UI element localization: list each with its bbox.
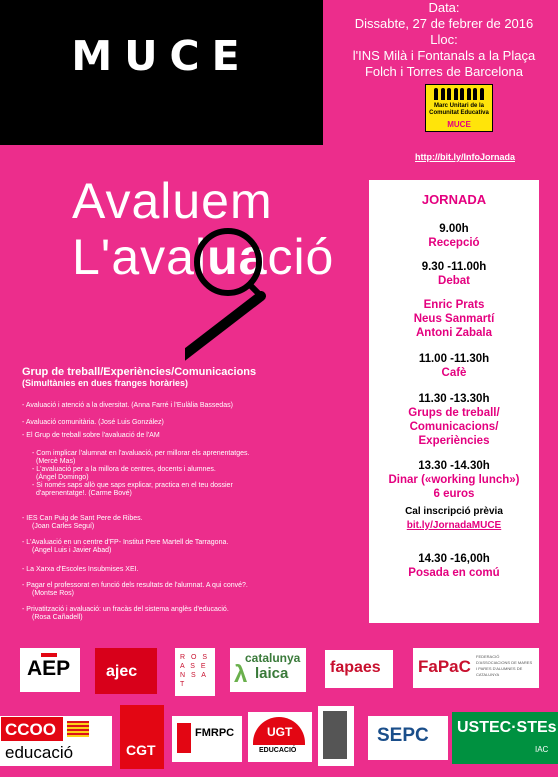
- schedule-heading: JORNADA: [421, 192, 487, 207]
- lambda-icon: λ: [234, 661, 248, 688]
- ccoo-text: CCOO: [5, 720, 56, 739]
- registration-link[interactable]: bit.ly/JornadaMUCE: [406, 520, 502, 531]
- speaker: Antoni Zabala: [415, 327, 493, 339]
- date-label: Data:: [428, 0, 460, 15]
- schedule-label: Posada en comú: [408, 567, 500, 579]
- speaker: Enric Prats: [423, 299, 485, 311]
- schedule-time: 11.00 -11.30h: [418, 353, 490, 365]
- ajec-logo: [95, 648, 157, 694]
- ustec-logo: [452, 712, 558, 764]
- groups-title: Grup de treball/Experiències/Comunicacions: [22, 366, 257, 378]
- list-item-author: (Mercè Mas): [36, 458, 76, 465]
- list-item-author: (Montse Ros): [32, 590, 75, 597]
- place-line-1: l'INS Milà i Fontanals a la Plaça: [352, 48, 536, 63]
- fapac-text: FaPaC: [418, 657, 471, 676]
- fapac-description: FEDERACIÓ D'ASSOCIACIONS DE MARES I PARES D'ALUMNES DE CATALUNYA: [476, 654, 533, 677]
- book-icon: [323, 711, 347, 759]
- fapaes-logo: [325, 650, 393, 688]
- list-item: - Avaluació comunitària. (José Luis González): [22, 419, 164, 426]
- list-item: - L'avaluació per a la millora de centres, docents i alumnes.: [32, 466, 216, 473]
- list-item-wrap: [22, 582, 342, 598]
- list-item: - Com implicar l'alumnat en l'avaluació, per millorar els aprenentatges.: [32, 450, 250, 457]
- sepc-text: SEPC: [377, 725, 429, 746]
- aep-logo: [20, 648, 80, 692]
- logo-line-2: Comunitat Educativa: [429, 110, 489, 116]
- fmrpc-logo: [172, 716, 242, 762]
- list-item: - La Xarxa d'Escoles Insubmises XEI.: [22, 566, 139, 573]
- sepc-logo: [368, 716, 448, 760]
- catalunya-text: catalunya: [245, 651, 301, 665]
- fmrpc-text: FMRPC: [195, 727, 235, 739]
- groups-subtitle: (Simultànies en dues franges horàries): [22, 378, 189, 388]
- list-item-author: (Joan Carles Seguí): [32, 523, 95, 530]
- logo-line-1: Marc Unitari de la: [433, 103, 484, 109]
- fapaes-text: fapaes: [330, 659, 381, 676]
- logo-line-3: MUCE: [447, 120, 471, 129]
- list-item: - Avaluació i atenció a la diversitat. (Anna Farré i l'Eulàlia Bassedas): [22, 402, 233, 409]
- rosa-sensat-logo: [175, 648, 215, 696]
- registration-note: Cal inscripció prèvia: [405, 506, 503, 517]
- groups-list: [22, 402, 352, 642]
- schedule-label: Cafè: [441, 367, 467, 379]
- rosa-sensat-text: R O S A S E N S A T: [180, 654, 210, 688]
- fapac-logo: [413, 648, 539, 688]
- list-item: - El Grup de treball sobre l'avaluació de l'AM: [22, 432, 160, 439]
- schedule-time: 11.30 -13.30h: [418, 393, 490, 405]
- schedule-time: 14.30 -16,00h: [418, 553, 490, 565]
- aep-text: AEP: [27, 657, 71, 680]
- ccoo-logo: [0, 716, 112, 766]
- list-item-author: d'aprenentatge!. (Carme Bové): [36, 490, 132, 497]
- ustec-text: USTEC·STEs: [457, 719, 557, 736]
- schedule-label: Grups de treball/: [408, 407, 500, 419]
- headline-highlight: ua: [207, 229, 268, 285]
- book-logo: [318, 706, 354, 766]
- place-label: Lloc:: [430, 32, 458, 47]
- list-item-author: (Angel Luis i Javier Abad): [32, 547, 112, 554]
- list-item: - Si només saps allò que saps explicar, practica en el teu dossier: [32, 482, 233, 489]
- catalunya-laica-logo: [230, 648, 306, 692]
- list-item-author: (Àngel Domingo): [36, 474, 89, 481]
- list-item: - L'Avaluació en un centre d'FP- Institut Pere Martell de Tarragona.: [22, 539, 229, 546]
- senyera-icon: [67, 721, 89, 737]
- place-line-2: Folch i Torres de Barcelona: [364, 64, 523, 79]
- educacio-text: educació: [5, 743, 74, 762]
- schedule-time: 13.30 -14.30h: [418, 460, 490, 472]
- muce-logo: [425, 84, 493, 132]
- schedule-time: 9.30 -11.00h: [421, 261, 487, 273]
- list-item-wrap: [22, 606, 342, 622]
- pencils-icon: [434, 88, 484, 102]
- headline-pre: L'aval: [72, 229, 208, 285]
- fmrpc-mark: [177, 723, 191, 753]
- schedule-label: Recepció: [428, 237, 480, 249]
- list-item-wrap: [22, 515, 342, 531]
- ugt-sub: EDUCACIÓ: [259, 747, 297, 754]
- list-item: - Pagar el professorat en funció dels resultats de l'alumnat. A qui convé?.: [22, 582, 248, 589]
- list-item-wrap: [22, 450, 342, 498]
- aep-accent: [41, 653, 57, 657]
- speaker: Neus Sanmartí: [413, 313, 495, 325]
- list-item-wrap: [22, 539, 342, 555]
- headline-post: ció: [267, 229, 335, 285]
- list-item: - IES Can Puig de Sant Pere de Ribes.: [22, 515, 143, 522]
- headline-line-1: Avaluem: [72, 173, 273, 229]
- list-item: - Privatització i avaluació: un fracàs del sistema anglès d'educació.: [22, 606, 229, 613]
- info-link[interactable]: http://bit.ly/InfoJornada: [415, 152, 515, 162]
- event-info: [330, 0, 558, 80]
- schedule-label: Debat: [438, 275, 470, 287]
- list-item-author: (Rosa Cañadell): [32, 614, 83, 621]
- schedule-panel: [369, 180, 539, 623]
- ugt-logo: [248, 712, 312, 762]
- muce-title: MUCE: [71, 32, 252, 80]
- ajec-text: ajec: [106, 663, 138, 680]
- groups-section: [22, 366, 352, 392]
- laica-text: laica: [255, 665, 289, 682]
- cgt-text: CGT: [126, 742, 156, 758]
- cgt-logo: [120, 705, 164, 769]
- schedule-label: 6 euros: [433, 488, 475, 500]
- magnifier-icon: [185, 222, 375, 372]
- date-value: Dissabte, 27 de febrer de 2016: [354, 16, 534, 31]
- ugt-text: UGT: [267, 725, 293, 739]
- schedule-time: 9.00h: [439, 223, 469, 235]
- iac-text: IAC: [535, 745, 549, 754]
- schedule-label: Experiències: [418, 435, 490, 447]
- schedule-label: Dinar («working lunch»): [388, 474, 520, 486]
- schedule-label: Comunicacions/: [409, 421, 499, 433]
